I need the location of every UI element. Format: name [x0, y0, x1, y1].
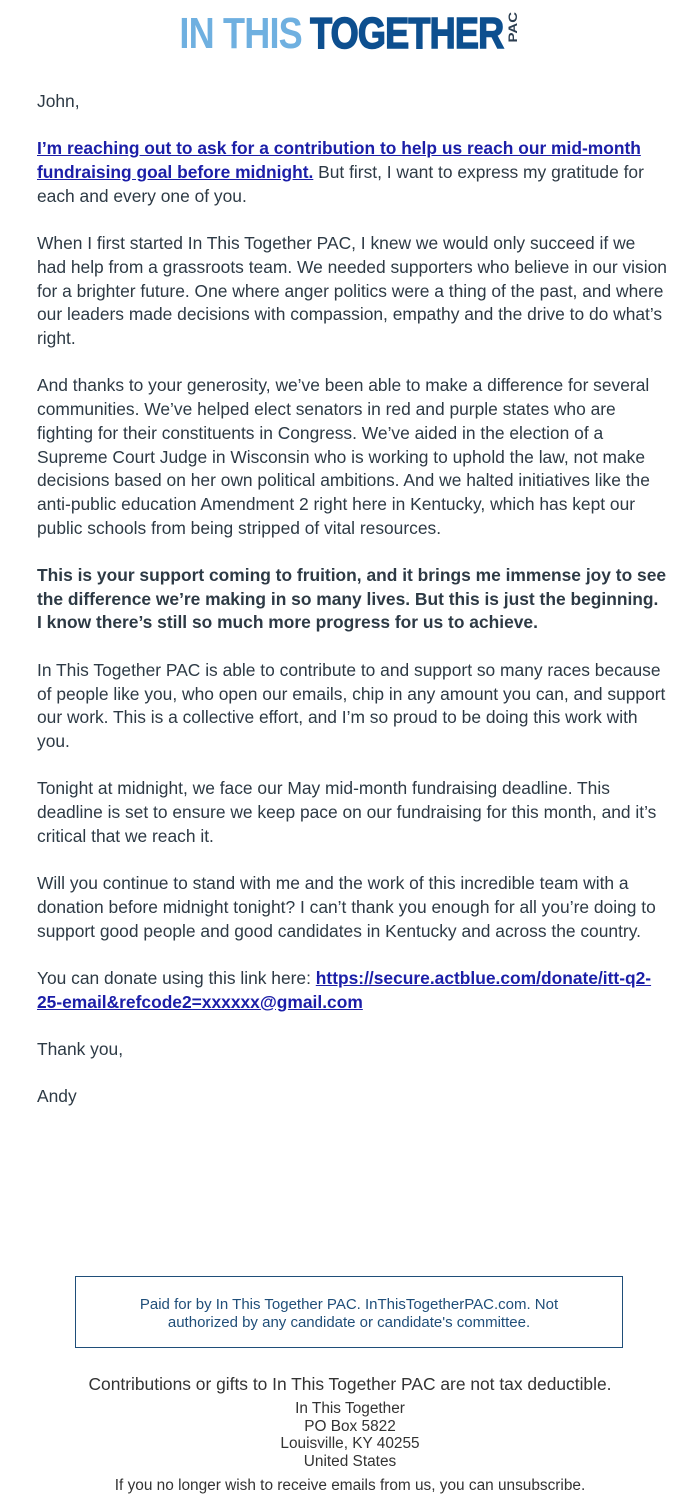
logo-pac: PAC	[506, 11, 521, 42]
paragraph: Will you continue to stand with me and the work of this incredible team with a donation before midnight tonight? I can’t thank you enough for all you’re doing to support good people and good candidates in Kentucky and across the country.	[37, 873, 656, 941]
email-body	[37, 90, 667, 1133]
paragraph: And thanks to your generosity, we’ve been able to make a difference for several communities. We’ve helped elect senators in red and purple states who are fighting for their constituents in Congress. We’ve aided in the election of a Supreme Court Judge in Wisconsin who is working to uphold the law, not make decisions based on her own political ambitions. And we halted initiatives like the anti-public education Amendment 2 right here in Kentucky, which has kept our public schools from being stripped of vital resources.	[37, 375, 650, 538]
paragraph: In This Together PAC is able to contribute to and support so many races because of people like you, who open our emails, chip in any amount you can, and support our work. This is a collective effort, and I’m so proud to be doing this work with you.	[37, 659, 666, 751]
address-line: United States	[303, 1452, 397, 1470]
address-line: Louisville, KY 40255	[280, 1435, 420, 1453]
mailing-address	[0, 1400, 700, 1470]
paragraph-intro	[37, 137, 667, 208]
closing: Thank you,	[37, 1038, 124, 1059]
tax-notice: Contributions or gifts to In This Together PAC are not tax deductible.	[88, 1374, 612, 1394]
paragraph: When I first started In This Together PAC, I knew we would only succeed if we had help from a grassroots team. We needed supporters who believe in our vision for a brighter future. One where anger politics were a thing of the past, and where our leaders made decisions with compassion, empathy and the drive to do what’s right.	[37, 233, 667, 348]
unsubscribe-notice[interactable]: If you no longer wish to receive emails from us, you can unsubscribe.	[114, 1477, 586, 1494]
paragraph: Tonight at midnight, we face our May mid-month fundraising deadline. This deadline is set to ensure we keep pace on our fundraising for this month, and it’s critical that we reach it.	[37, 778, 657, 846]
address-line: In This Together	[295, 1400, 405, 1417]
paid-for-disclaimer: Paid for by In This Together PAC. InThisTogetherPAC.com. Not authorized by any candidate or candidate's committee.	[75, 1276, 623, 1348]
address-line: PO Box 5822	[304, 1417, 396, 1435]
intro-text: But first, I want to express my gratitude for each and every one of you.	[37, 162, 644, 206]
logo	[0, 9, 700, 58]
logo-in-this: IN THIS	[179, 9, 303, 58]
greeting: John,	[37, 91, 80, 111]
donate-text: You can donate using this link here:	[37, 967, 316, 988]
logo-together: TOGETHER	[310, 9, 504, 58]
signature: Andy	[37, 1086, 77, 1107]
donate-paragraph	[37, 967, 667, 1014]
donate-link[interactable]: https://secure.actblue.com/donate/itt-q2-25-email&refcode2=xxxxxx@gmail.com	[37, 967, 652, 1012]
contribution-link[interactable]: I’m reaching out to ask for a contribution to help us reach our mid-month fundraising goal before midnight.	[37, 138, 641, 183]
paragraph-bold: This is your support coming to fruition, and it brings me immense joy to see the difference we’re making in so many lives. But this is just the beginning. I know there’s still so much more progress for us to achieve.	[37, 565, 667, 633]
